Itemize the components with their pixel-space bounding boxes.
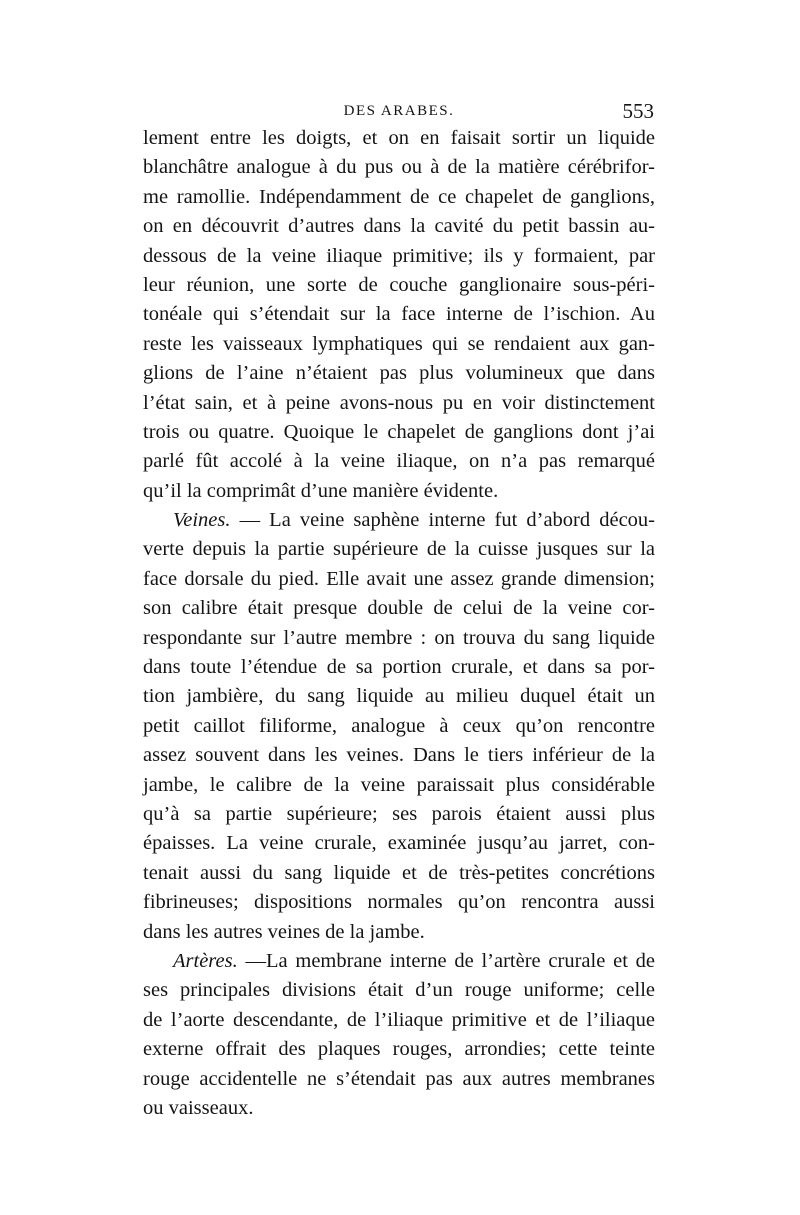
text-line: dans toute l’étendue de sa portion crurale, et dans sa por- <box>143 656 655 679</box>
text-line: ou vaisseaux. <box>143 1096 254 1119</box>
text-line: face dorsale du pied. Elle avait une assez grande dimension; <box>143 567 655 590</box>
text-line: on en découvrit d’autres dans la cavité du petit bassin au- <box>143 215 655 238</box>
text-line: fibrineuses; dispositions normales qu’on rencontra aussi <box>143 891 655 914</box>
text-line: respondante sur l’autre membre : on trouva du sang liquide <box>143 626 655 649</box>
text-line: rouge accidentelle ne s’étendait pas aux autres membranes <box>143 1067 655 1090</box>
text-line: épaisses. La veine crurale, examinée jusqu’au jarret, con- <box>143 832 655 855</box>
text-line: son calibre était presque double de celui de la veine cor- <box>143 597 655 620</box>
paragraph-first-line <box>143 506 655 535</box>
text-span: —La membrane interne de l’artère crurale et de <box>245 949 656 972</box>
section-heading-arteres: Artères. <box>173 949 238 972</box>
text-line: reste les vaisseaux lymphatiques qui se rendaient aux gan- <box>143 332 655 355</box>
text-line: trois ou quatre. Quoique le chapelet de ganglions dont j’ai <box>143 420 655 443</box>
text-line: qu’à sa partie supérieure; ses parois étaient aussi plus <box>143 802 655 825</box>
text-line: petit caillot filiforme, analogue à ceux qu’on rencontre <box>143 714 655 737</box>
text-line: externe offrait des plaques rouges, arrondies; cette teinte <box>143 1038 655 1061</box>
text-line: leur réunion, une sorte de couche ganglionaire sous-péri- <box>143 273 655 296</box>
text-line: me ramollie. Indépendamment de ce chapelet de ganglions, <box>143 185 655 208</box>
text-line: qu’il la comprimât d’une manière évidente. <box>143 479 499 502</box>
text-line: blanchâtre analogue à du pus ou à de la matière cérébrifor- <box>143 156 655 179</box>
text-line: dessous de la veine iliaque primitive; ils y formaient, par <box>143 244 655 267</box>
page-number: 553 <box>622 99 654 123</box>
section-heading-veines: Veines. <box>173 509 231 532</box>
text-line: assez souvent dans les veines. Dans le tiers inférieur de la <box>143 744 655 767</box>
text-line: l’état sain, et à peine avons-nous pu en voir distinctement <box>143 391 655 414</box>
paragraph-first-line <box>143 947 655 976</box>
text-line: lement entre les doigts, et on en faisait sortir un liquide <box>143 127 655 149</box>
body-text <box>143 124 655 1123</box>
text-span: — La veine saphène interne fut d’abord décou- <box>239 509 655 532</box>
text-line: ses principales divisions était d’un rouge uniforme; celle <box>143 979 655 1002</box>
text-line: tenait aussi du sang liquide et de très-petites concrétions <box>143 861 655 884</box>
text-line: parlé fût accolé à la veine iliaque, on n’a pas remarqué <box>143 450 655 473</box>
running-head <box>144 99 654 123</box>
running-title: DES ARABES. <box>343 103 455 119</box>
text-line: tion jambière, du sang liquide au milieu duquel était un <box>143 685 655 708</box>
text-line: glions de l’aine n’étaient pas plus volumineux que dans <box>143 362 655 385</box>
text-line: tonéale qui s’étendait sur la face interne de l’ischion. Au <box>143 303 655 326</box>
text-line: de l’aorte descendante, de l’iliaque primitive et de l’iliaque <box>143 1008 655 1031</box>
text-line: dans les autres veines de la jambe. <box>143 920 425 943</box>
text-line: jambe, le calibre de la veine paraissait plus considérable <box>143 773 655 796</box>
text-line: verte depuis la partie supérieure de la cuisse jusques sur la <box>143 538 655 561</box>
